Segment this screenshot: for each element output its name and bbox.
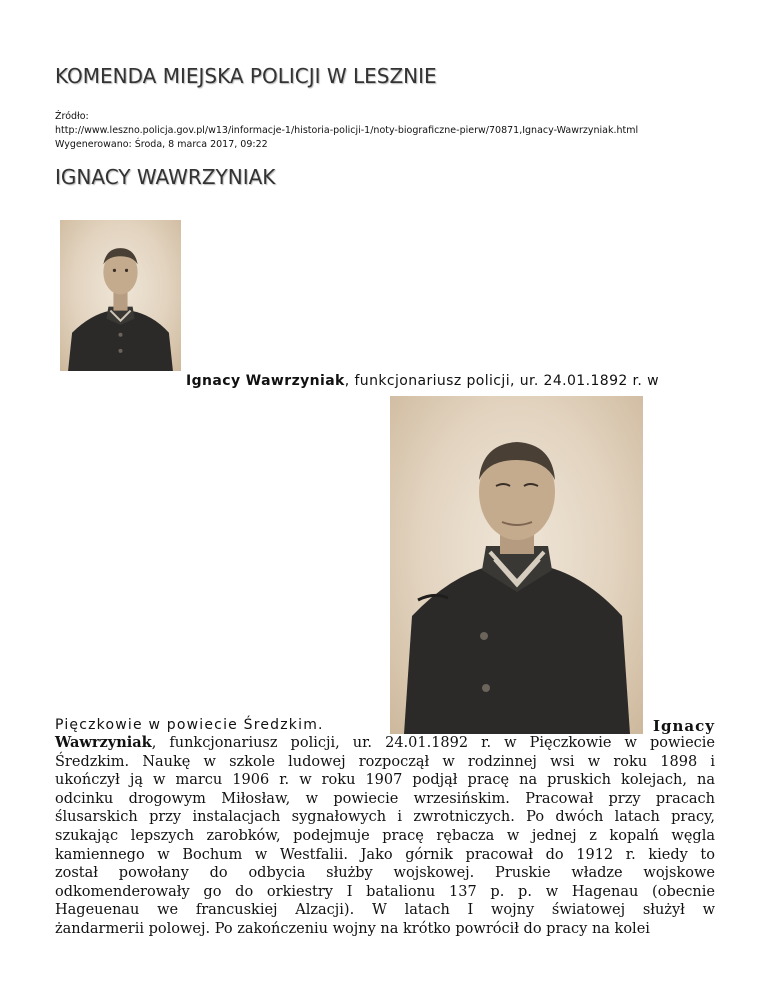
body-line: odkomenderowały go do orkiestry I batalionu 137 p. p. w Hagenau (obecnie [55, 883, 715, 900]
site-title: KOMENDA MIEJSKA POLICJI W LESZNIE [55, 64, 437, 88]
body-line: kamiennego w Bochum w Westfalii. Jako górnik pracował do 1912 r. kiedy to [55, 846, 715, 863]
intro-continued: Pięczkowie w powiecie Średzkim. [55, 717, 324, 733]
intro-name: Ignacy Wawrzyniak [186, 373, 345, 389]
portrait-small-figure [60, 220, 181, 371]
body-line: szukając lepszych zarobków, podejmuje pracę rębacza w jednej z kopalń węgla [55, 827, 715, 844]
body-name-first: Ignacy [653, 717, 715, 735]
body-line-1-text: , funkcjonariusz policji, ur. 24.01.1892 r. w Pięczkowie w powiecie [151, 735, 715, 751]
body-line: został powołany do odbycia służby wojskowej. Pruskie władze wojskowe [55, 865, 715, 882]
intro-line [186, 373, 659, 389]
body-line: żandarmerii polowej. Po zakończeniu wojny na krótko powrócił do pracy na kolei [55, 920, 650, 937]
body-line: odcinku drogowym Miłosław, w powiecie wrzesińskim. Pracował przy pracach [55, 790, 715, 807]
intro-continued-line [55, 717, 715, 735]
body-line: ślusarskich przy instalacjach sygnałowych i zwrotniczych. Po dwóch latach pracy, [55, 809, 715, 826]
document-meta [55, 110, 638, 152]
body-line: ukończył ją w marcu 1906 r. w roku 1907 podjął pracę na pruskich kolejach, na [55, 772, 715, 789]
source-label: Źródło: [55, 111, 89, 122]
generated-date: Wygenerowano: Środa, 8 marca 2017, 09:22 [55, 139, 268, 150]
portrait-photo-large [390, 396, 643, 734]
source-url[interactable]: http://www.leszno.policja.gov.pl/w13/informacje-1/historia-policji-1/noty-biograficzne-pierw/70871,Ignacy-Wawrzyniak.html [55, 125, 639, 136]
body-line: Średzkim. Naukę w szkole ludowej rozpoczął w rodzinnej wsi w roku 1898 i [55, 753, 715, 770]
biography-text [55, 734, 715, 939]
portrait-photo-small [60, 220, 181, 371]
body-line: Hageuenau we francuskiej Alzacji). W latach I wojny światowej służył w [55, 902, 715, 919]
portrait-large-figure [390, 396, 643, 734]
intro-rest: , funkcjonariusz policji, ur. 24.01.1892 r. w [344, 373, 659, 389]
body-line-1 [55, 734, 715, 753]
article-title: IGNACY WAWRZYNIAK [55, 165, 276, 189]
body-name-second: Wawrzyniak [55, 734, 152, 751]
